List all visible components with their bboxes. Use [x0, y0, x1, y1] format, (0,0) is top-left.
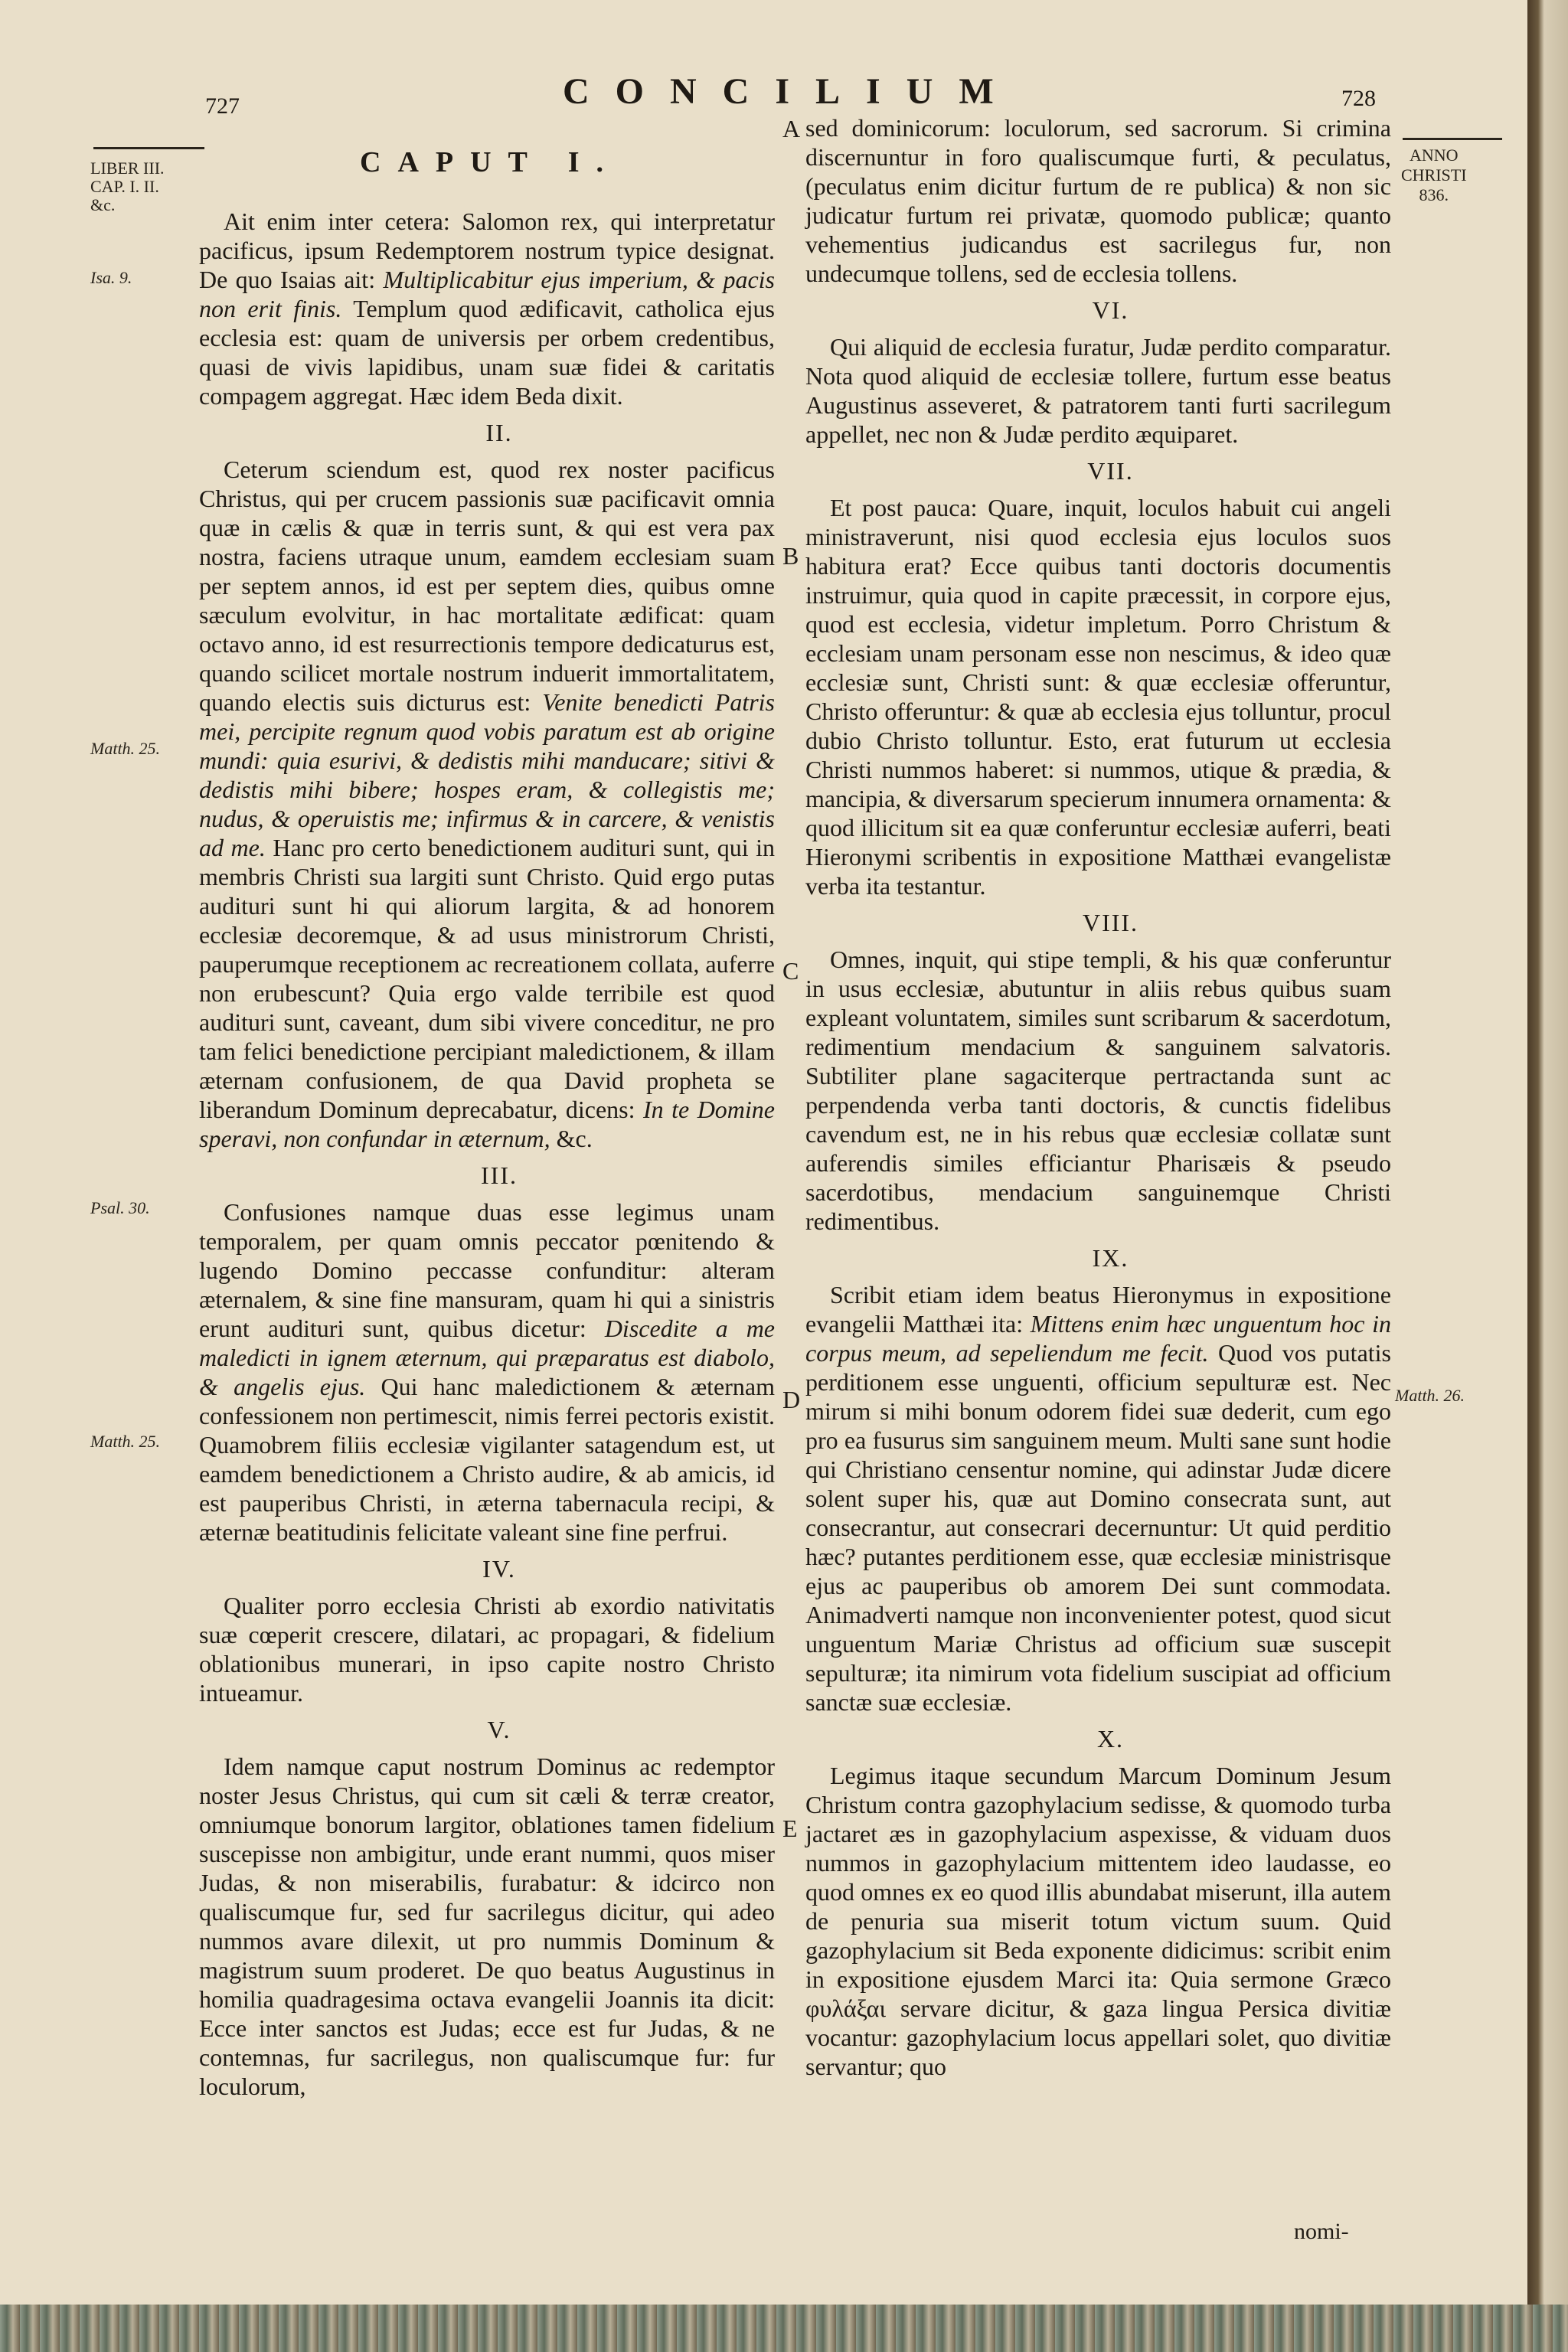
section-number: IX. — [1092, 1244, 1129, 1272]
paragraph: Legimus itaque secundum Marcum Dominum Jesum Christum contra gazophylacium sedisse, & quomodo turba jactaret æs in gazophylacium aspexisse, & viduam duos nummos in gazophylacium mittentem ideo laudasse, eo quod omnes ex eo quod illis abundabat miserunt, illa autem de penuria sua miserit totum victum suum. Quid gazophylacium sit Beda exponente didicimus: scribit enim in expositione ejusdem Marci ita: Quia sermone Græco φυλάξαι servare dicitur, & gaza lingua Persica divitiæ vocantur: gazophylacium locus appellari solet, quo divitiæ servantur; quo — [805, 1762, 1391, 2080]
paragraph: Qui aliquid de ecclesia furatur, Judæ perdito comparatur. Nota quod aliquid de ecclesiæ tollere, furtum esse beatus Augustinus asseveret, & patratorem tanti furti sacrilegum appellet, nec non & Judæ perdito æquiparet. — [805, 333, 1391, 448]
section-number: V. — [487, 1716, 511, 1743]
margin-ref-matthew: Matth. 25. — [90, 1432, 161, 1451]
paragraph: Qualiter porro ecclesia Christi ab exordio nativitatis suæ cœperit crescere, dilatari, ac propagari, & fidelium oblationibus munerari, in ipso capite nostro Christo intueamur. — [199, 1592, 775, 1707]
margin-anno-line: 836. — [1419, 185, 1449, 204]
section-letter: A — [782, 115, 801, 142]
paragraph: Omnes, inquit, qui stipe templi, & his quæ conferuntur in usus ecclesiæ, abutuntur in aliis rebus quibus suam expleant voluntatem, similes sunt scribarum & sacerdotum, redimentium mendacium & sanguinem salvatoris. Subtiliter plane sagaciterque pertractanda sunt ac perpendenda verba tanti doctoris, & cunctis fidelibus cavendum est, ne in his rebus quæ ecclesiæ collatæ sunt auferendis similes efficiantur Pharisæis & pseudo sacerdotibus, mendacium sanguinemque Christi redimentibus. — [805, 946, 1391, 1235]
section-number: VIII. — [1082, 909, 1139, 936]
margin-liber-line: CAP. I. II. — [90, 177, 159, 196]
margin-liber-note — [90, 159, 165, 214]
running-title: CONCILIUM — [563, 71, 1020, 112]
margin-ref-matthew: Matth. 25. — [90, 739, 161, 758]
quote: Venite benedicti Patris mei, percipite regnum quod vobis paratum est ab origine mundi: quia esurivi, & dedistis mihi manducare; sitivi & dedistis mihi bibere; hospes eram, & collegistis me; nudus, & operuistis me; infirmus & in carcere, & venistis ad me. — [199, 688, 776, 861]
margin-ref-isaiah: Isa. 9. — [90, 268, 132, 287]
margin-anno-line: ANNO — [1410, 145, 1459, 165]
margin-ref-matthew: Matth. 26. — [1395, 1386, 1465, 1405]
section-number: X. — [1096, 1725, 1125, 1753]
text: Hanc pro certo benedictionem audituri sunt, qui in membris Christi sua largiti sunt Christo. Quid ergo putas audituri sunt hi qui aliorum largita, & ad honorem ecclesiæ decoremque, & ad usus ministrorum Christi, pauperumque receptionem ac recreationem collata, auferre non erubescunt? Quia ergo valde terribile est quod audituri sunt, caveant, dum sibi vivere conceditur, ne pro tam felici benedictione percipiant maledictionem, & illam æternam confusionem, de qua David propheta se liberandum Dominum deprecabatur, dicens: — [199, 834, 776, 1123]
section-number: IV. — [482, 1555, 516, 1583]
quote: Multiplicabitur ejus imperium, & pacis non erit finis. — [199, 266, 776, 322]
margin-liber-line: LIBER III. — [90, 158, 165, 178]
left-column — [199, 207, 775, 2109]
text: &c. — [550, 1125, 593, 1152]
section-number: VII. — [1087, 457, 1134, 485]
text: Qui hanc maledictionem & æternam confessionem non pertimescit, nimis ferrei pectoris existit. Quamobrem filiis ecclesiæ vigilanter satagendum est, ut eamdem benedictionem a Christo audire, & ab amicis, id est pauperibus Christi, in æterna tabernacula recipi, & æternæ beatitudinis felicitate valeant sine fine perfrui. — [199, 1373, 776, 1546]
right-column — [805, 113, 1391, 2089]
left-page-number: 727 — [205, 93, 240, 119]
margin-anno-note — [1401, 145, 1467, 205]
quote: Discedite a me maledicti in ignem æternum, qui præparatus est diabolo, & angelis ejus. — [199, 1315, 776, 1400]
text: Scribit etiam idem beatus Hieronymus in expositione evangelii Matthæi ita: — [805, 1281, 1391, 1338]
bottom-fabric-strip — [0, 2305, 1568, 2352]
text: Templum quod ædificavit, catholica ejus ecclesia est: quam de universis per orbem credentibus, quasi de vivis lapidibus, unam suæ fidei & caritatis compagem aggregat. Hæc idem Beda dixit. — [199, 295, 776, 410]
paragraph — [805, 1280, 1391, 1717]
section-number: II. — [485, 419, 513, 446]
section-letter: B — [782, 542, 799, 570]
paragraph — [199, 207, 775, 410]
chapter-heading: CAPUT I. — [360, 146, 620, 178]
margin-ref-psalm: Psal. 30. — [90, 1198, 150, 1217]
paragraph: Et post pauca: Quare, inquit, loculos habuit cui angeli ministraverunt, nisi quod ecclesia ejus loculos suos habitura erat? Ecce quibus tanti doctoris documentis instruimur, quia quod in capite præcessit, in corpore ejus, quod est ecclesia, videtur impletum. Porro Christum & ecclesiam unam personam esse non nescimus, & ideo quæ ecclesiæ sunt, Christi sunt: & quæ ecclesiæ offeruntur, Christo offeruntur: & quæ ab ecclesia ejus tolluntur, procul dubio Christo tolluntur. Esto, erat futurum ut ecclesia Christi nummos haberet: si nummos, utique & prædia, & mancipia, & diversarum specierum innumera ornamenta: & quod illicitum sit ea quæ conferuntur ecclesiæ auferri, beati Hieronymi scribentis in expositione Matthæi evangelistæ verba ita testantur. — [805, 494, 1391, 900]
paragraph — [199, 1197, 775, 1547]
section-number: III. — [481, 1161, 518, 1189]
text: Ceterum sciendum est, quod rex noster pacificus Christus, qui per crucem passionis suæ pacificavit omnia quæ in cælis & quæ in terris sunt, & qui est vera pax nostra, faciens utraque unum, eamdem ecclesiam suam per septem annos, id est per septem dies, quibus omne sæculum evolvitur, in hac mortalitate ædificat: quam octavo anno, id est resurrectionis tempore dedicaturus est, quando scilicet mortale nostrum induerit immortalitatem, quando electis suis dicturus est: — [199, 456, 775, 716]
paragraph: sed dominicorum: loculorum, sed sacrorum. Si crimina discernuntur in foro qualiscumque furti, & peculatus, (peculatus enim dicitur furtum de re publica) & non sic judicatur furtum rei privatæ, quomodo publicæ; quanto vehementius judicandus est sacrilegus fur, non undecumque tollens, sed de ecclesia tollens. — [805, 114, 1391, 287]
paragraph — [199, 455, 775, 1153]
section-number: VI. — [1092, 296, 1129, 324]
left-header-rule — [93, 147, 204, 149]
margin-anno-line: CHRISTI — [1401, 165, 1467, 185]
right-header-rule — [1403, 138, 1502, 140]
book-gutter-edge — [1527, 0, 1568, 2352]
paragraph: Idem namque caput nostrum Dominus ac redemptor noster Jesus Christus, qui cum sit cæli & terræ creator, omniumque bonorum largitor, oblationes tamen fidelium suscepisse non ambigitur, unde erant nummi, quos miser Judas, & non miserabilis, furabatur: & idcirco non qualiscumque fur, sed fur sacrilegus dicitur, qui adeo nummos avare dilexit, ut pro nummis Dominum & magistrum suum proderet. De quo beatus Augustinus in homilia quadragesima octava evangelii Joannis ita dicit: Ecce inter sanctos est Judas; ecce est fur Judas, & ne contemnas, fur sacrilegus, non qualiscumque fur: fur loculorum, — [199, 1753, 775, 2100]
text: Quod vos putatis perditionem esse unguenti, officium sepulturæ est. Nec mirum si mihi bonum odorem fidei suæ dederit, cum ego pro ea fusurus sim sanguinem meum. Multi sane sunt hodie qui Christiano censentur nomine, qui adinstar Judæ dicere solent super his, quæ aut Domino consecrata sunt, aut consecrantur, aut consecrari decernuntur: Ut quid perditio hæc? putantes perditionem esse, quæ ecclesiæ ministrisque ejus ac pauperibus ob amorem Dei sunt commodata. Animadverti namque non inconvenienter potest, quod sicut unguentum Mariæ Christus ad officium suæ suscepit sepulturæ; ita nimirum vota fidelium suscipiat ad officium sanctæ suæ ecclesiæ. — [805, 1339, 1392, 1716]
section-letter: C — [782, 957, 799, 985]
right-page-number: 728 — [1341, 86, 1376, 111]
catchword: nomi- — [1294, 2219, 1349, 2244]
quote: Mittens enim hæc unguentum hoc in corpus meum, ad sepeliendum me fecit. — [805, 1310, 1392, 1367]
text: Confusiones namque duas esse legimus unam temporalem, per quam omnis peccator pœnitendo & lugendo Domino peccasse confunditur: alteram æternalem, & sine fine mansuram, quam hi qui a sinistris erunt audituri sunt, quibus dicetur: — [199, 1198, 775, 1342]
text: Ait enim inter cetera: Salomon rex, qui interpretatur pacificus, ipsum Redemptorem nostrum typice designat. De quo Isaias ait: — [199, 207, 775, 293]
section-letter: D — [782, 1386, 801, 1413]
section-letter: E — [782, 1815, 798, 1842]
quote: In te Domine speravi, non confundar in æternum, — [199, 1096, 776, 1152]
margin-liber-line: &c. — [90, 195, 116, 214]
